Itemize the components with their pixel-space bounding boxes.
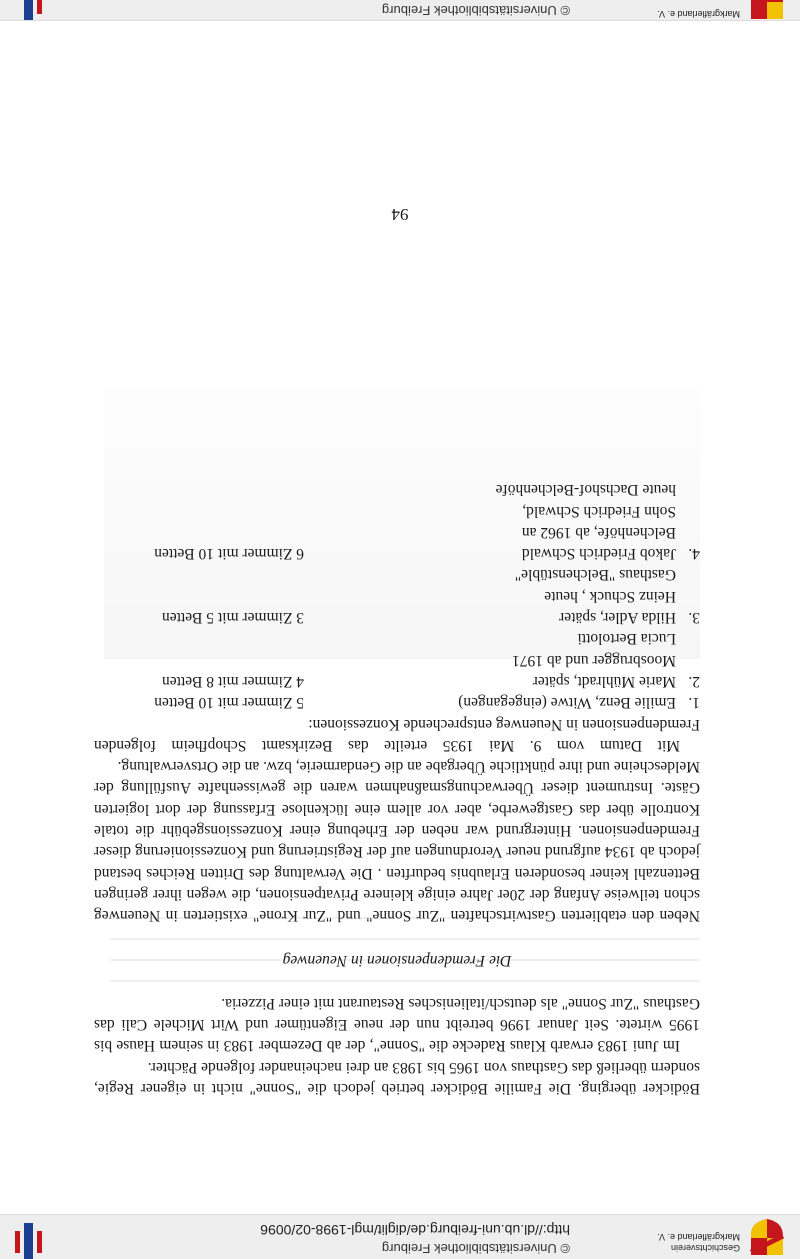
list-item-continuation: Lucia Bertolotti (577, 630, 676, 648)
section-heading: Die Fremdenpensionen in Neuenweg (282, 951, 512, 969)
list-item: 3. Hilda Adler, später 3 Zimmer mit 5 Betten (161, 609, 700, 627)
library-credit: © Universitätsbibliothek Freiburg (381, 1241, 570, 1256)
list-item-continuation: Belchenhöfe, ab 1962 an (521, 523, 676, 541)
list-item-continuation: Sohn Friedrich Schwald, (522, 502, 676, 520)
society-crest-icon (750, 1218, 784, 1256)
viewer-footer (0, 0, 800, 21)
permalink-url[interactable]: http://dl.ub.uni-freiburg.de/diglit/mgl-1998-02/0096 (260, 1222, 570, 1238)
list-item-continuation: Heinz Schuck , heute (544, 587, 676, 605)
pension-list (94, 479, 700, 713)
page-number: 94 (391, 205, 409, 224)
society-name: Markgräflerland e. V. (657, 9, 740, 19)
paragraph: Neben den etablierten Gastwirtschaften "Zur Sonne" und "Zur Krone" existierten in Neuenweg schon teilweise Anfang der 20er Jahre einige kleinere Privatpensionen, die wegen ihrer geringen Bettenzahl keiner besonderen Erlaubnis bedurften . Die Verwaltung des Dritten Reiches bestand jedoch ab 1934 aufgrund neuer Verordnungen auf der Registrierung und Konzessionierung dieser Fremdenpensionen. Hintergrund war neben der Erhebung einer Konzessionsgebühr die totale Kontrolle über das Gastgewerbe, aber vor allem eine lückenlose Erfassung der dort logierten Gäste. Instrument dieser Überwachungsmaßnahmen waren die gewissenhafte Ausfüllung der Meldescheine und ihre pünktliche Übergabe an die Gendarmerie, bzw. an die Ortsverwaltung. (94, 758, 700, 925)
list-item: 1. Emilie Benz, Witwe (eingegangen) 5 Zimmer mit 10 Betten (154, 694, 700, 712)
society-name: Geschichtsverein Markgräflerland e. V. (657, 1232, 740, 1253)
paragraph: Mit Datum vom 9. Mai 1935 erteilte das Bezirksamt Schopfheim folgenden Fremdenpensionen in Neuenweg entsprechende Konzessionen: (94, 715, 700, 754)
list-item: 4. Jakob Friedrich Schwald 6 Zimmer mit 10 Betten (154, 545, 700, 563)
list-item: 2. Marie Mühlradt, später 4 Zimmer mit 8 Betten (161, 672, 700, 690)
ub-freiburg-logo-icon (8, 1217, 50, 1259)
page-body (94, 479, 700, 1099)
society-crest-icon (750, 0, 784, 20)
list-item-continuation: Gasthaus "Belchenstüble" (514, 566, 676, 584)
viewer-header (0, 1214, 800, 1259)
list-item-continuation: Moosbrugger und ab 1971 (511, 651, 676, 669)
ub-freiburg-logo-icon (8, 0, 50, 20)
paragraph: Im Juni 1983 erwarb Klaus Radecke die "Sonne", der ab Dezember 1983 in seinem Hause bis 1995 wirtete. Seit Januar 1996 betreibt nun der neue Eigentümer und Wirt Michele Cali das Gasthaus "Zur Sonne" als deutsch/italienisches Restaurant mit einer Pizzeria. (94, 994, 700, 1055)
list-item-continuation: heute Dachshof-Belchenhöfe (495, 481, 676, 499)
library-credit: © Universitätsbibliothek Freiburg (381, 3, 570, 18)
paragraph: Bödicker überging. Die Familie Bödicker betrieb jedoch die "Sonne" nicht in eigener Regie, sondern überließ das Gasthaus von 1965 bis 1983 an drei nacheinander folgende Pächter. (94, 1058, 700, 1097)
